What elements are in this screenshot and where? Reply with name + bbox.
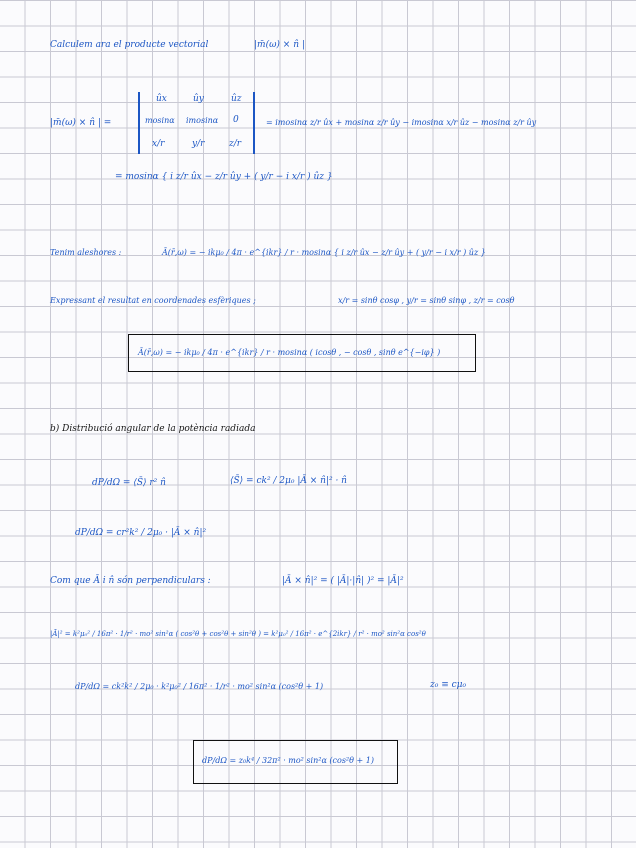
det-cell: z/r [229,139,242,149]
poynting-average: ⟨S̄⟩ = ck² / 2μ₀ |Ā × n̂|² · n̂ [230,476,347,486]
expressant-text: Expressant el resultat en coordenades esfèriques ; [50,296,256,305]
final-power-distribution: dP/dΩ = z₀k⁴ / 32π² · mo² sin²α (cos²θ + 1) [202,756,374,765]
det-cell: mosinα [145,116,175,125]
determinant-left-bar [138,92,140,154]
dP-dOmega-cross: dP/dΩ = cr²k² / 2μ₀ · |Ā × n̂|² [75,528,207,538]
vector-potential-expression: Ā(r̄,ω) = − ikμ₀ / 4π · e^{ikr} / r · mosinα { i z/r ûx − z/r ûy + ( y/r − i x/r ) ûz } [162,248,486,257]
determinant-result: = imosinα z/r ûx + mosinα z/r ûy − imosinα x/r ûz − mosinα z/r ûy [266,118,537,127]
dP-dOmega-poynting: dP/dΩ = ⟨S̄⟩ r² n̂ [92,478,166,488]
impedance-definition: z₀ ≡ cμ₀ [430,680,467,690]
intro-text: Calculem ara el producte vectorial [50,40,209,50]
det-cell: y/r [192,139,205,149]
section-b-heading: b) Distribució angular de la potència radiada [50,424,256,434]
det-cell: x/r [152,139,165,149]
perpendicular-identity: |Ā × n̂|² = ( |Ā|·|n̂| )² = |Ā|² [282,576,404,586]
intro-expression: |m̄(ω) × n̂ | [254,40,305,50]
boxed-A-expression: Ā(r̄,ω) = − ikμ₀ / 4π · e^{ikr} / r · mosinα ( icosθ , − cosθ , sinθ e^{−iφ} ) [138,348,441,357]
spherical-coordinates: x/r = sinθ cosφ , y/r = sinθ sinφ , z/r = cosθ [338,296,515,305]
dP-dOmega-expanded: dP/dΩ = ck²k² / 2μ₀ · k²μ₀² / 16π² · 1/r² · mo² sin²α (cos²θ + 1) [75,682,324,691]
det-cell: ûy [193,94,204,104]
det-cell: imosinα [186,116,219,125]
determinant-right-bar [253,92,255,154]
det-cell: 0 [233,115,239,125]
perpendicular-statement: Com que Ā i n̂ són perpendiculars : [50,576,211,586]
tenim-label: Tenim aleshores : [50,248,122,257]
det-cell: ûx [156,94,167,104]
cross-product-lhs: |m̄(ω) × n̂ | = [50,118,112,128]
det-cell: ûz [231,94,242,104]
A-squared-expression: |Ā|² = k²μ₀² / 16π² · 1/r² · mo² sin²α ( cos²θ + cos²θ + sin²θ ) = k²μ₀² / 16π² · e^{2ikr} / r² · mo² sin²α cos²θ [50,630,426,638]
determinant-result-factored: = mosinα { i z/r ûx − z/r ûy + ( y/r − i x/r ) ûz } [115,172,333,182]
